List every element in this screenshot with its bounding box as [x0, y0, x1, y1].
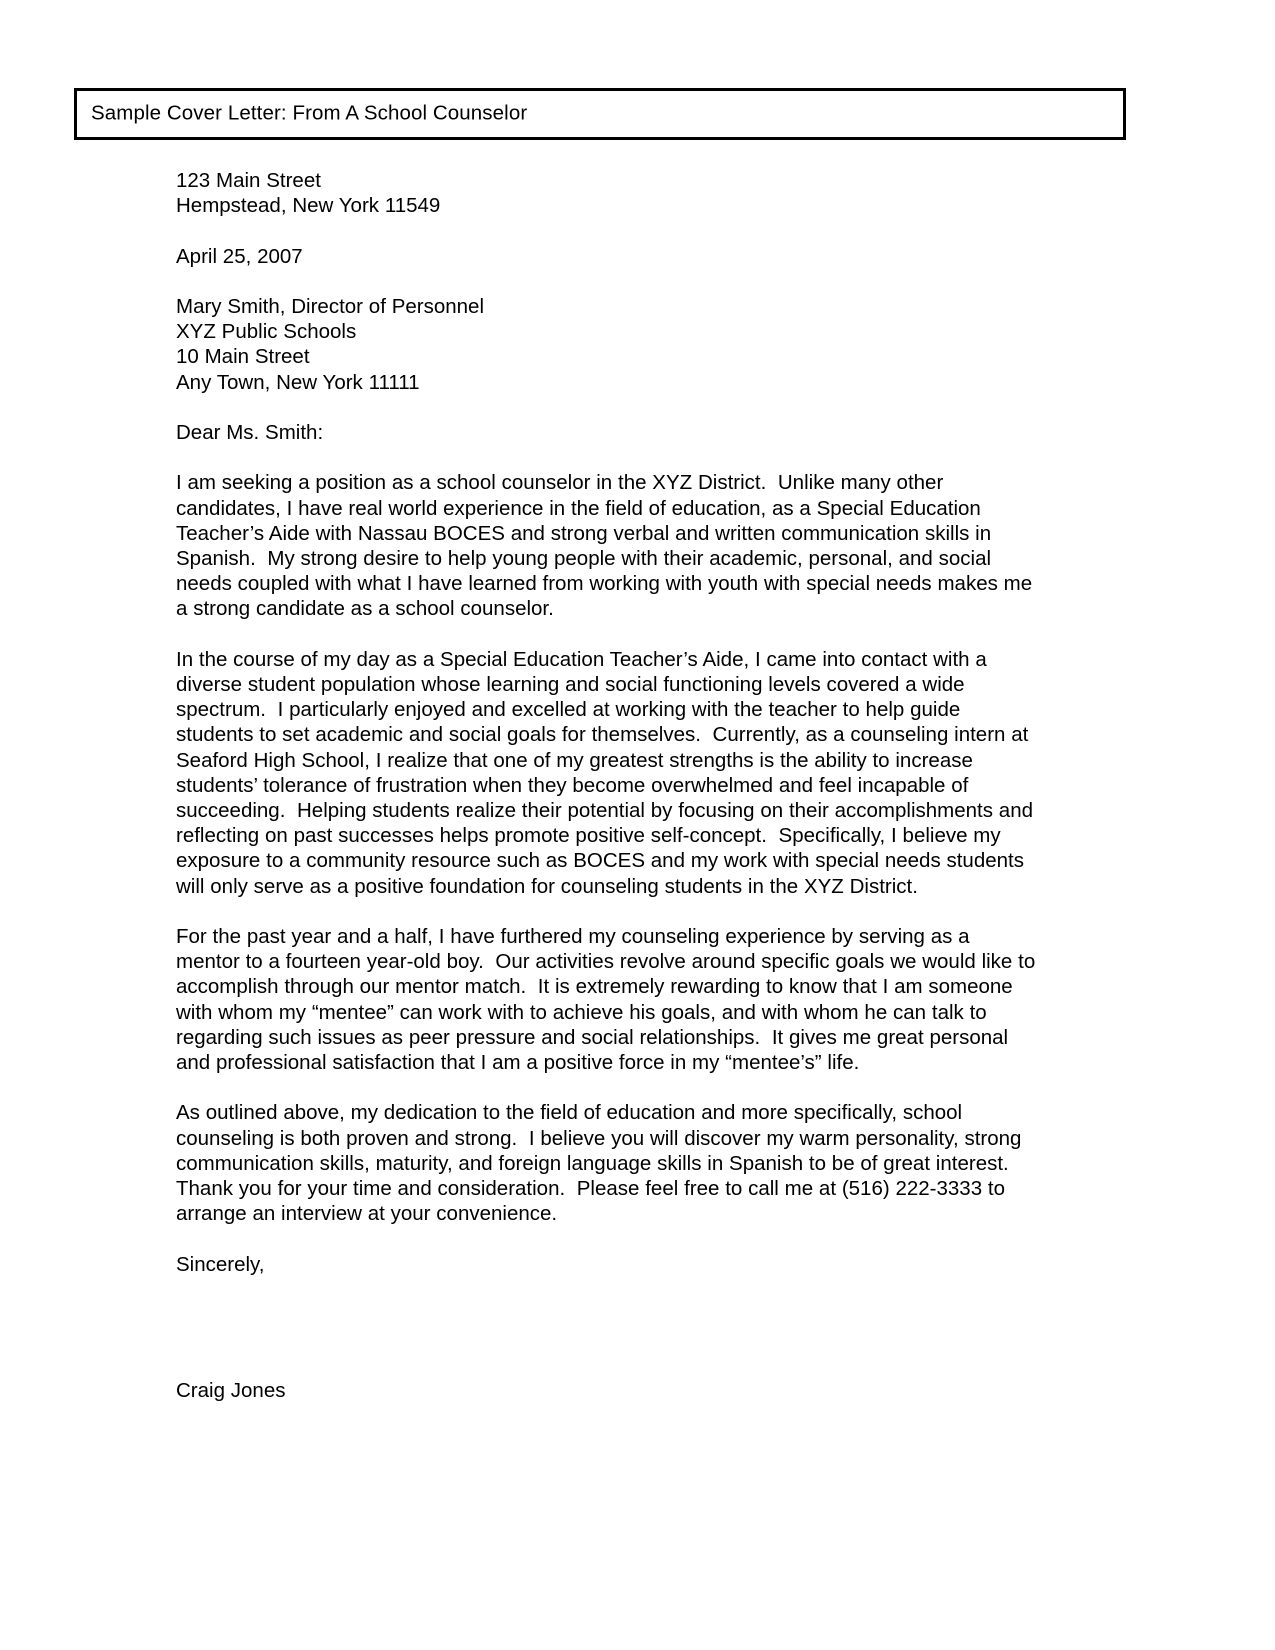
sender-address-line-2: Hempstead, New York 11549	[176, 194, 441, 218]
spacer	[176, 1075, 1048, 1100]
spacer	[176, 395, 1048, 420]
spacer	[176, 622, 1048, 647]
spacer	[176, 899, 1048, 924]
spacer	[176, 445, 1048, 470]
spacer	[176, 269, 1048, 294]
spacer	[176, 218, 1048, 243]
letter-date: April 25, 2007	[176, 244, 303, 268]
letter-body	[176, 168, 1048, 1403]
recipient-address-line-1: Mary Smith, Director of Personnel	[176, 294, 485, 318]
body-paragraph: I am seeking a position as a school counselor in the XYZ District. Unlike many other candidates, I have real world experience in the field of education, as a Special Education Teacher’s Aide with Nassau BOCES and strong verbal and written communication skills in Spanish. My strong desire to help young people with their academic, personal, and social needs coupled with what I have learned from working with youth with special needs makes me a strong candidate as a school counselor.	[176, 471, 1038, 621]
sender-address-line-1: 123 Main Street	[176, 169, 321, 192]
salutation: Dear Ms. Smith:	[176, 420, 324, 444]
recipient-address-line-2: XYZ Public Schools	[176, 320, 357, 344]
body-paragraph: As outlined above, my dedication to the field of education and more specifically, school counseling is both proven and strong. I believe you will discover my warm personality, strong communication skills, maturity, and foreign language skills in Spanish to be of great interest. Thank you for your time and consideration. Please feel free to call me at (516) 222-3333 to arrange an interview at your convenience.	[176, 1101, 1028, 1226]
spacer	[176, 1226, 1048, 1251]
recipient-address-line-3: 10 Main Street	[176, 345, 310, 369]
body-paragraph: In the course of my day as a Special Education Teacher’s Aide, I came into contact with a diverse student population whose learning and social functioning levels covered a wide spectrum. I particularly enjoyed and excelled at working with the teacher to help guide students to set academic and social goals for themselves. Currently, as a counseling intern at Seaford High School, I realize that one of my greatest strengths is the ability to increase students’ tolerance of frustration when they become overwhelmed and feel incapable of succeeding. Helping students realize their potential by focusing on their accomplishments and reflecting on past successes helps promote positive self-concept. Specifically, I believe my exposure to a community resource such as BOCES and my work with special needs students will only serve as a positive foundation for counseling students in the XYZ District.	[176, 647, 1039, 898]
title-box	[74, 88, 1126, 140]
closing: Sincerely,	[176, 1252, 265, 1276]
signature-name: Craig Jones	[176, 1378, 286, 1402]
recipient-address-line-4: Any Town, New York 11111	[176, 370, 420, 394]
body-paragraph: For the past year and a half, I have furthered my counseling experience by serving as a mentor to a fourteen year-old boy. Our activities revolve around specific goals we would like to accomplish through our mentor match. It is extremely rewarding to know that I am someone with whom my “mentee” can work with to achieve his goals, and with whom he can talk to regarding such issues as peer pressure and social relationships. It gives me great personal and professional satisfaction that I am a positive force in my “mentee’s” life.	[176, 925, 1042, 1075]
page-title: Sample Cover Letter: From A School Counselor	[91, 101, 528, 125]
signature-space	[176, 1277, 1048, 1378]
